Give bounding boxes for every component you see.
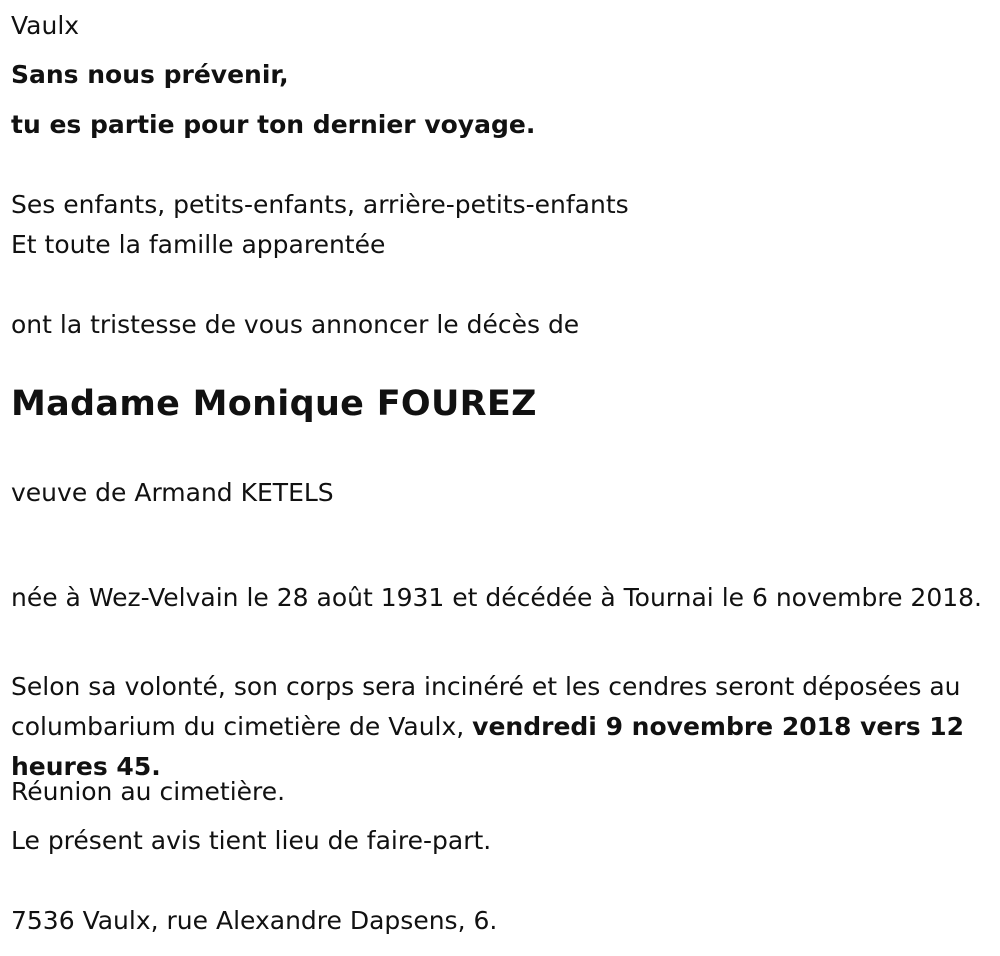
address-text: 7536 Vaulx, rue Alexandre Dapsens, 6. [11, 906, 498, 935]
verse-line-1: Sans nous prévenir, [11, 60, 289, 89]
verse-line-2: tu es partie pour ton dernier voyage. [11, 110, 536, 139]
family-line-1: Ses enfants, petits-enfants, arrière-petits-enfants [11, 190, 629, 219]
ceremony-paragraph [11, 667, 986, 787]
announcement-text: ont la tristesse de vous annoncer le décès de [11, 310, 580, 339]
widow-of-text: veuve de Armand KETELS [11, 478, 334, 507]
city-heading: Vaulx [11, 11, 80, 40]
ceremony-text: Selon sa volonté, son corps sera incinéré et les cendres seront déposées au columbarium du cimetière de Vaulx, [11, 672, 961, 741]
family-line-2: Et toute la famille apparentée [11, 230, 386, 259]
deceased-name: Madame Monique FOUREZ [11, 384, 537, 424]
birth-death-text: née à Wez-Velvain le 28 août 1931 et décédée à Tournai le 6 novembre 2018. [11, 583, 982, 612]
ceremony-datetime: vendredi 9 novembre 2018 vers 12 heures 45. [11, 712, 965, 781]
faire-part-text: Le présent avis tient lieu de faire-part. [11, 826, 492, 855]
meeting-text: Réunion au cimetière. [11, 777, 286, 806]
